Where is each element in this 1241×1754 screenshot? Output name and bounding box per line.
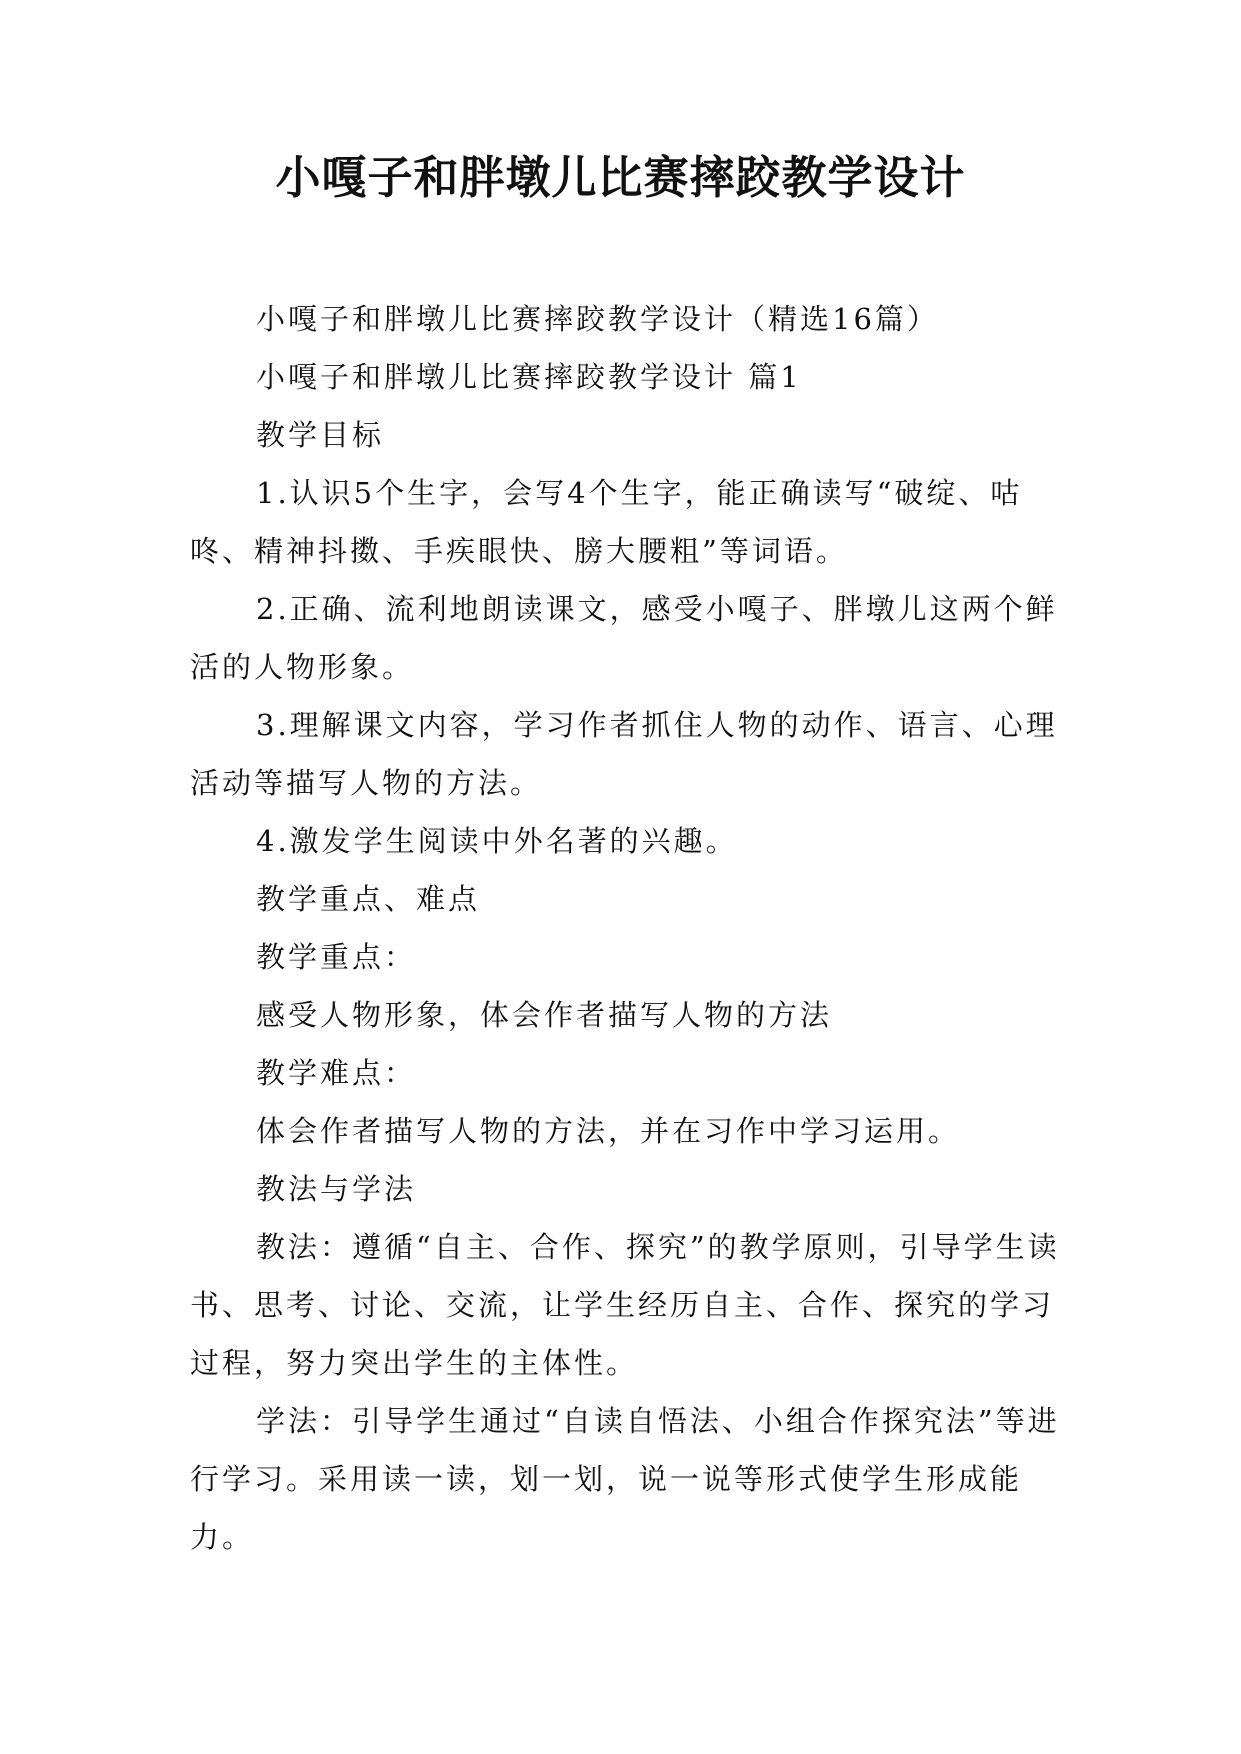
- paragraph-key-points: 感受人物形象，体会作者描写人物的方法: [256, 998, 833, 1032]
- document-body: [190, 290, 1060, 1566]
- paragraph-difficult-points-label: 教学难点：: [256, 1056, 417, 1090]
- paragraph-difficult-points: 体会作者描写人物的方法，并在习作中学习运用。: [256, 1114, 961, 1148]
- paragraph-key-difficult-heading: 教学重点、难点: [256, 882, 481, 916]
- paragraph-teaching-goals-heading: 教学目标: [256, 418, 385, 452]
- paragraph-goal-4: 4.激发学生阅读中外名著的兴趣。: [256, 824, 738, 858]
- paragraph-section-heading: 小嘎子和胖墩儿比赛摔跤教学设计 篇1: [256, 360, 802, 394]
- paragraph-subtitle: 小嘎子和胖墩儿比赛摔跤教学设计（精选16篇）: [256, 302, 939, 336]
- document-title: 小嘎子和胖墩儿比赛摔跤教学设计: [275, 151, 966, 204]
- paragraph-methods-heading: 教法与学法: [256, 1172, 417, 1206]
- paragraph-goal-2: 2.正确、流利地朗读课文，感受小嘎子、胖墩儿这两个鲜活的人物形象。: [190, 592, 1058, 684]
- paragraph-teaching-method: 教法：遵循“自主、合作、探究”的教学原则，引导学生读书、思考、讨论、交流，让学生经历自主、合作、探究的学习过程，努力突出学生的主体性。: [190, 1230, 1060, 1380]
- paragraph-goal-3: 3.理解课文内容，学习作者抓住人物的动作、语言、心理活动等描写人物的方法。: [190, 708, 1058, 800]
- paragraph-goal-1: 1.认识5个生字，会写4个生字，能正确读写“破绽、咕咚、精神抖擞、手疾眼快、膀大腰粗”等词语。: [190, 476, 1023, 568]
- paragraph-key-points-label: 教学重点：: [256, 940, 417, 974]
- paragraph-learning-method: 学法：引导学生通过“自读自悟法、小组合作探究法”等进行学习。采用读一读，划一划，说一说等形式使学生形成能力。: [190, 1404, 1060, 1554]
